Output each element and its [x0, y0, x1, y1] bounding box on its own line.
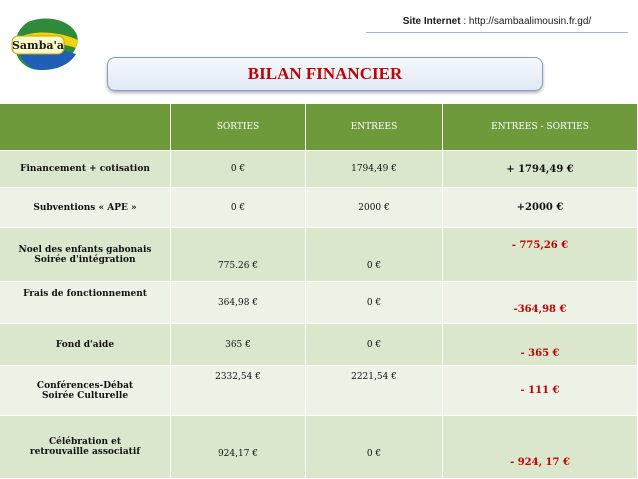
row-label-line1: Célébration et [48, 437, 122, 447]
table-row [0, 366, 638, 416]
site-url-bar [366, 12, 628, 33]
samba-logo [8, 14, 92, 78]
row-label-line2: Soirée d'intégration [34, 254, 136, 265]
row-label: Fond d'aide [0, 324, 171, 366]
row-sorties: 0 € [171, 188, 306, 228]
row-entrees: 0 € [306, 324, 443, 366]
row-diff: - 775,26 € [443, 228, 638, 282]
table-row [0, 188, 638, 228]
row-label-line2: Soirée Culturelle [41, 390, 129, 401]
logo-text: Samba'a [11, 39, 65, 52]
table-row [0, 228, 638, 282]
row-diff: +2000 € [443, 188, 638, 228]
row-label-line1: Noel des enfants gabonais [18, 244, 152, 255]
row-label-line2: retrouvaille associatif [29, 447, 141, 457]
header-entrees: ENTREES [306, 104, 443, 151]
row-sorties: 364,98 € [171, 282, 306, 324]
header-blank [0, 104, 171, 151]
row-entrees: 0 € [306, 228, 443, 282]
row-entrees: 0 € [306, 282, 443, 324]
row-diff: - 111 € [443, 366, 638, 416]
table-row [0, 282, 638, 324]
row-entrees: 2000 € [306, 188, 443, 228]
row-entrees: 2221,54 € [306, 366, 443, 416]
table-row [0, 416, 638, 479]
row-label: Financement + cotisation [0, 151, 171, 188]
row-label [0, 416, 171, 479]
row-label [0, 228, 171, 282]
row-label: Subventions « APE » [0, 188, 171, 228]
row-diff: -364,98 € [443, 282, 638, 324]
row-sorties: 924,17 € [171, 416, 306, 479]
row-label [0, 366, 171, 416]
row-diff: + 1794,49 € [443, 151, 638, 188]
table-header-row [0, 104, 638, 151]
row-label-line1: Conférences-Débat [36, 380, 134, 391]
table-row [0, 324, 638, 366]
table-row [0, 151, 638, 188]
row-sorties: 2332,54 € [171, 366, 306, 416]
row-diff: - 924, 17 € [443, 416, 638, 479]
site-label: Site Internet [402, 16, 461, 27]
row-sorties: 775.26 € [171, 228, 306, 282]
row-entrees: 0 € [306, 416, 443, 479]
row-diff: - 365 € [443, 324, 638, 366]
header-sorties: SORTIES [171, 104, 306, 151]
row-sorties: 0 € [171, 151, 306, 188]
site-url[interactable]: : http://sambaalimousin.fr.gd/ [463, 16, 592, 27]
row-label: Frais de fonctionnement [0, 282, 171, 324]
row-sorties: 365 € [171, 324, 306, 366]
row-entrees: 1794,49 € [306, 151, 443, 188]
page-title: BILAN FINANCIER [107, 57, 543, 91]
header-diff: ENTREES - SORTIES [443, 104, 638, 151]
